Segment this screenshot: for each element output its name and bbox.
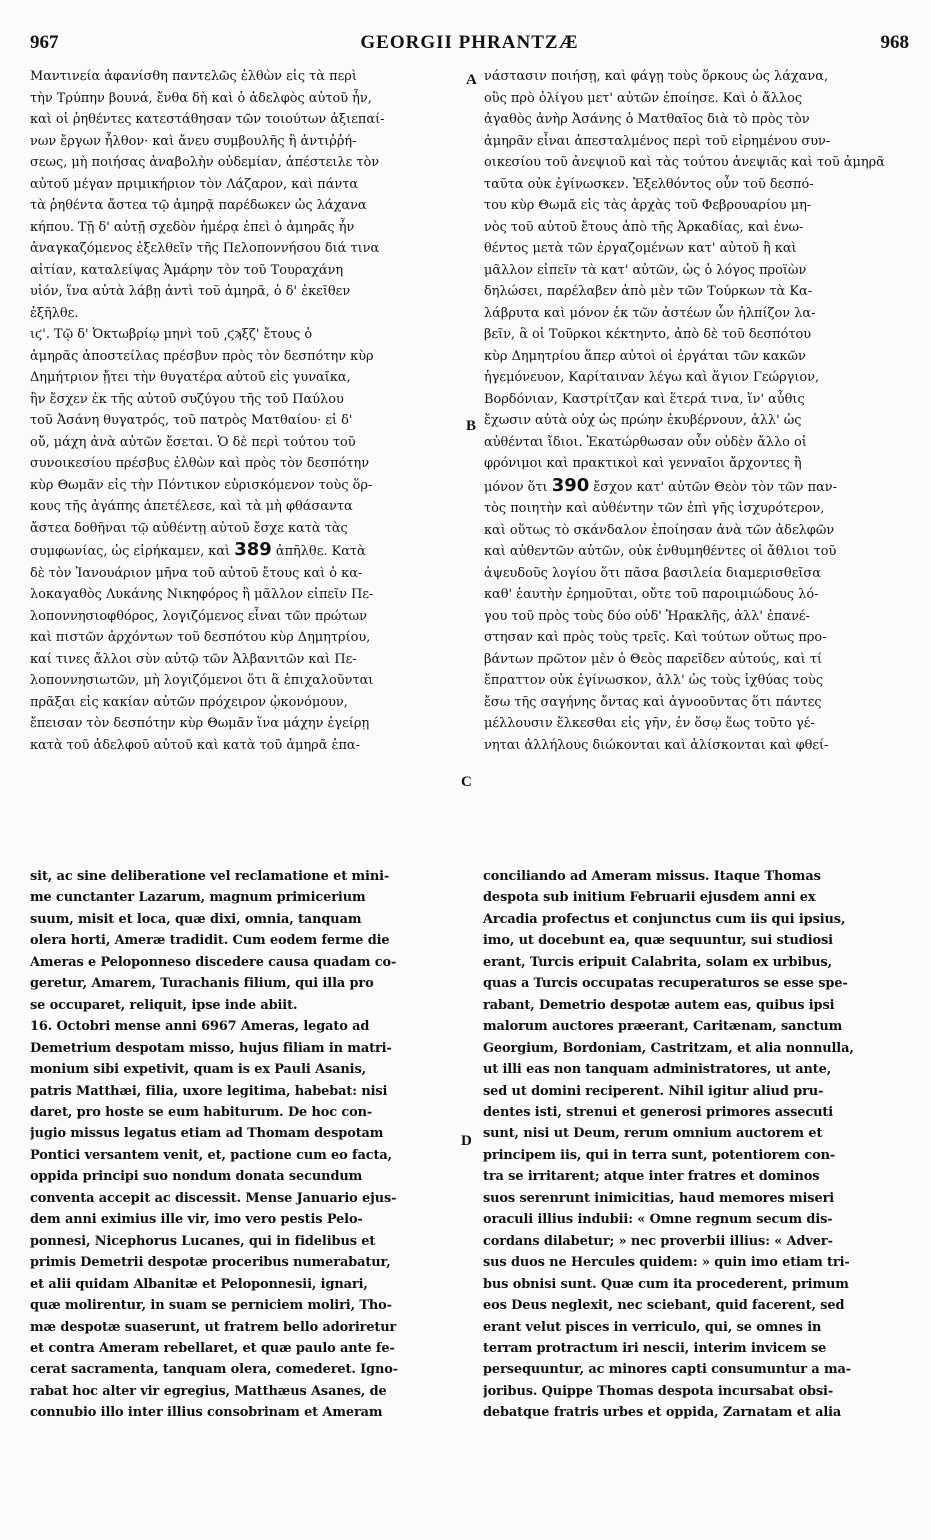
text-line: dem anni eximius ille vir, imo vero pestis Pelo- [30,1212,363,1228]
text-line: ἣν ἔσχεν ἐκ τῆς αὐτοῦ συζύγου τῆς τοῦ Παύλου [30,391,344,407]
text-line: οὔ, μάχη ἀνὰ αὐτῶν ἔσεται. Ὁ δὲ περὶ τούτου τοῦ [30,434,356,450]
text-line: ἔσω τῆς σαγήνης ὄντας καὶ ἀγνοοῦντας ὅτι πάντες [484,694,822,710]
text-line: joribus. Quippe Thomas despota incursabat obsi- [483,1383,834,1399]
text-line: θέντος μετὰ τῶν ἐργαζομένων κατ' αὐτοῦ ἢ καὶ [484,241,797,256]
text-line: νηται ἀλλήλους διώκονται καὶ ἁλίσκονται καὶ φθεί- [484,737,829,753]
text-line: terram protractum iri nescii, interim invicem se [483,1340,827,1356]
text-line: βάντων πρῶτον μὲν ὁ Θεὸς παρεῖδεν αὐτούς, καὶ τί [484,651,823,667]
greek-column-right [484,66,908,756]
page-mark: 390 [551,474,590,496]
text-line: rabat hoc alter vir egregius, Matthæus Asanes, de [30,1383,387,1399]
text-line: suos serenrunt inimicitias, haud memores miseri [483,1190,835,1206]
text-line: ἀμηρᾶς ἀποστείλας πρέσβυν πρὸς τὸν δεσπότην κὺρ [30,348,374,364]
text-line: καὶ αὐθεντῶν αὐτῶν, οὐκ ἐνθυμηθέντες οἱ ἄθλιοι τοῦ [484,544,837,559]
text-line: ταῦτα οὐκ ἐγίνωσκεν. Ἐξελθόντος οὖν τοῦ δεσπό- [484,176,814,192]
text-line: μᾶλλον εἰπεῖν τὰ κατ' αὐτῶν, ὡς ὁ λόγος προϊὼν [484,262,807,278]
text-line: λοποννησιοφθόρος, λογιζόμενος εἶναι τῶν πρώτων [30,608,367,624]
text-line: ἀμηρᾶν εἶναι ἀπεσταλμένος περὶ τοῦ εἰρημένου συν- [484,133,831,149]
text-line: κατὰ τοῦ ἀδελφοῦ αὐτοῦ καὶ κατὰ τοῦ ἀμηρᾶ ἐπα- [30,737,360,753]
text-line: malorum auctores præerant, Caritænam, sanctum [483,1019,843,1035]
text-line: δὲ τὸν Ἰανουάριον μῆνα τοῦ αὐτοῦ ἔτους καὶ ὁ κα- [30,565,363,581]
text-line: κὺρ Θωμᾶν εἰς τὴν Πόντικον εὑρισκόμενον τοὺς ὅρ- [30,477,373,493]
text-line: connubio illo inter illius consobrinam et Ameram [30,1405,383,1421]
text-line: ἔχωσιν αὐτὰ οὐχ ὡς πρώην ἐκυβέρνουν, ἀλλ' ὡς [484,413,802,428]
text-line: Ameras e Peloponneso discedere causa quadam co- [30,954,397,970]
latin-column-right [483,866,908,1424]
text-line: κὺρ Δημητρίου ἅπερ αὐτοὶ οἱ ἐργάται τῶν κακῶν [484,348,806,364]
text-line: primis Demetrii despotæ proceribus numerabatur, [30,1255,391,1271]
text-line: monium sibi expetivit, quam is ex Pauli Asanis, [30,1062,366,1078]
text-line: sunt, nisi ut Deum, rerum omnium auctorem et [483,1126,823,1142]
section-marker-c: C [461,774,472,790]
text-line: principem iis, qui in terra sunt, potentiorem con- [483,1147,836,1163]
text-line: γου τοῦ πρὸς τοὺς δύο οὐδ' Ἡρακλῆς, ἀλλ' ἐπανέ- [484,608,810,624]
text-line: συνοικεσίου πρέσβυς ἐλθὼν καὶ πρὸς τὸν δεσπότην [30,456,370,471]
text-line: Demetrium despotam misso, hujus filiam in matri- [30,1040,392,1056]
text-line: ἄστεα δοθῆναι τῷ αὐθέντῃ αὐτοῦ ἔσχε κατὰ τὰς [30,520,348,536]
text-line: mæ despotæ suaserunt, ut fratrem bello adoriretur [30,1319,397,1335]
text-line: του κὺρ Θωμᾶ εἰς τὰς ἀρχὰς τοῦ Φεβρουαρίου μη- [484,198,812,213]
text-line: ἔπραττον οὐκ ἐγίνωσκον, ἀλλ' ὡς τοὺς ἰχθύας τοὺς [484,673,824,688]
latin-column-left [30,866,462,1424]
text-line: καὶ οὕτως τὸ σκάνδαλον ἐποίησαν ἀνὰ τῶν ἀδελφῶν [484,522,835,538]
text-line: oppida principi suo nondum donata secundum [30,1169,363,1185]
text-line: se occuparet, reliquit, ipse inde abiit. [30,997,298,1013]
text-line: λοποννησιωτῶν, μὴ λογιζόμενοι ὅτι ἃ ἐπιχαλοῦνται [30,673,374,688]
running-head: GEORGII PHRANTZÆ [360,32,579,53]
text-line: sit, ac sine deliberatione vel reclamatione et mini- [30,869,390,884]
text-line: ponnesi, Nicephorus Lucanes, qui in fidelibus et [30,1233,376,1249]
text-line: κήπου. Τῇ δ' αὐτῇ σχεδὸν ἡμέρᾳ ἐπεὶ ὁ ἀμηρᾶς ἦν [30,219,355,235]
text-line: ἀγαθὸς ἀνὴρ Ἀσάνης ὁ Ματθαῖος διὰ τὸ πρὸς τὸν [484,112,810,127]
text-line: κους τῆς ἀγάπης ἀπετέλεσε, καὶ τὰ μὴ φθάσαντα [30,499,353,514]
text-line: conventa accepit ac discessit. Mense Januario ejus- [30,1190,397,1206]
text-line: Δημήτριον ᾔτει τὴν θυγατέρα αὐτοῦ εἰς γυναῖκα, [30,370,351,385]
text-line: eos Deus neglexit, nec sciebant, quid facerent, sed [483,1298,845,1314]
text-line: jugio missus legatus etiam ad Thomam despotam [30,1126,384,1142]
text-line: συμφωνίας, ὡς εἰρήκαμεν, καὶ 389 ἀπῆλθε. Κατὰ [30,539,366,560]
text-line: δηλώσει, παρέλαβεν ἀπὸ μὲν τῶν Τούρκων τὰ Κα- [484,284,813,299]
text-line: daret, pro hoste se eum habiturum. De hoc con- [30,1104,373,1120]
text-line: καὶ οἱ ῥηθέντες κατεστάθησαν τῶν τοιούτων ἀξιεπαί- [30,112,385,127]
text-line: cerat sacramenta, tanquam olera, comederet. Igno- [30,1362,398,1378]
text-line: σεως, μὴ ποιήσας ἀναβολὴν οὐδεμίαν, ἀπέστειλε τὸν [30,155,380,170]
section-marker-a: A [466,72,477,88]
text-line: μόνον ὅτι 390 ἔσχον κατ' αὐτῶν Θεὸν τὸν τῶν παν- [484,474,837,496]
text-line: patris Matthæi, filia, uxore legitima, habebat: nisi [30,1083,388,1099]
text-line: οικεσίου τοῦ ἀνεψιοῦ καὶ τὰς τούτου ἀνεψιᾶς καὶ τοῦ ἀμηρᾶ [484,155,885,170]
text-line: τὸς ποιητὴν καὶ αὐθέντην τῶν ἐπὶ γῆς ἰσχυρότερον, [484,501,825,516]
text-line: erant velut pisces in verriculo, qui, se omnes in [483,1319,822,1335]
text-line: oraculi illius indubii: « Omne regnum secum dis- [483,1212,833,1228]
text-line: βεῖν, ἃ οἱ Τοῦρκοι κέκτηντο, ἀπὸ δὲ τοῦ δεσπότου [484,327,812,342]
text-line: υἱόν, ἵνα αὐτὰ λάβῃ ἀντὶ τοῦ ἀμηρᾶ, ὁ δ' ἐκεῖθεν [30,284,351,299]
text-line: Pontici versantem venit, et, pactione cum eo facta, [30,1147,392,1163]
text-line: sed ut domini reciperent. Nihil igitur aliud pru- [483,1083,824,1099]
text-line: λάβρυτα καὶ μόνον ἐκ τῶν ἀστέων ὧν ἠλπίζον λα- [484,305,816,321]
text-line: bus obnisi sunt. Quæ cum ita procederent, primum [483,1276,849,1292]
text-line: ἀναγκαζόμενος ἐξελθεῖν τῆς Πελοποννήσου διά τινα [30,241,380,256]
text-line: αἰτίαν, καταλείψας Ἀμάρην τὸν τοῦ Τουραχάνη [30,262,344,278]
text-line: erant, Turcis eripuit Calabrita, solam ex urbibus, [483,954,832,970]
text-line: cordans dilabetur; » nec proverbii illius: « Adver- [483,1233,833,1249]
text-line: despota sub initium Februarii ejusdem anni ex [483,890,816,906]
text-line: ἀψευδοῦς λογίου ὅτι πᾶσα βασιλεία διαμερισθεῖσα [484,565,821,581]
text-line: persequuntur, ac minores capti consumuntur a ma- [483,1362,852,1378]
text-line: οὓς πρὸ ὀλίγου μετ' αὐτῶν ἐποίησε. Καὶ ὁ ἄλλος [484,90,803,106]
text-line: sus duos ne Hercules quidem: » quin imo etiam tri- [483,1255,850,1271]
text-line: νων ἔργων ἦλθον· καὶ ἄνευ συμβουλῆς ἢ ἀντιῤῥή- [30,133,357,149]
right-page-number: 968 [880,32,909,53]
text-line: Arcadia profectus et conjunctus cum iis qui ipsius, [483,911,846,927]
text-line: et alii quidam Albanitæ et Peloponnesii, ignari, [30,1276,368,1292]
page-header [30,30,909,60]
text-line: μέλλουσιν ἕλκεσθαι εἰς γῆν, ἐν ὅσῳ ἕως τοῦτο γέ- [484,716,815,731]
text-line: quas a Turcis occupatas recuperaturos se esse spe- [483,976,848,992]
text-line: geretur, Amarem, Turachanis filium, qui illa pro [30,976,374,992]
text-line: καθ' ἑαυτὴν ἐρημοῦται, οὔτε τοῦ παροιμιώδους λό- [484,587,819,602]
text-line: quæ molirentur, in suam se perniciem moliri, Tho- [30,1298,392,1314]
text-line: 16. Octobri mense anni 6967 Ameras, legato ad [30,1019,370,1035]
page-mark: 389 [234,539,272,560]
text-line: me cunctanter Lazarum, magnum primicerium [30,890,366,906]
text-line: conciliando ad Ameram missus. Itaque Thomas [483,869,821,884]
greek-column-left [30,66,462,756]
text-line: olera horti, Ameræ tradidit. Cum eodem ferme die [30,933,390,949]
text-line: suum, misit et loca, quæ dixi, omnia, tanquam [30,911,362,927]
text-line: debatque fratris urbes et oppida, Zarnatam et alia [483,1405,842,1421]
text-line: πρᾶξαι εἰς κακίαν αὐτῶν πρόχειρον ᾠκονόμουν, [30,694,348,710]
text-line: τὰ ῥηθέντα ἄστεα τῷ ἀμηρᾷ παρέδωκεν ὡς λάχανα [30,198,367,213]
text-line: ἐξῆλθε. [30,305,79,321]
text-line: Βορδόνιαν, Καστρίτζαν καὶ ἕτερά τινα, ἵν' αὖθις [484,391,805,407]
text-line: tra se irritarent; atque inter fratres et dominos [483,1169,820,1185]
text-line: στησαν καὶ πρὸς τοὺς τρεῖς. Καὶ τούτων οὕτως προ- [484,630,827,645]
text-line: αὐθένται ἴδιοι. Ἐκατώρθωσαν οὖν οὐδὲν ἄλλο οἱ [484,434,807,450]
text-line: ἔπεισαν τὸν δεσπότην κὺρ Θωμᾶν ἵνα μάχην ἐγείρῃ [30,716,370,731]
text-line: rabant, Demetrio despotæ autem eas, quibus ipsi [483,997,835,1013]
text-line: τοῦ Ἀσάνη θυγατρός, τοῦ πατρὸς Ματθαίου· εἰ δ' [30,413,353,428]
text-line: αὐτοῦ μέγαν πριμικήριον τὸν Λάζαρον, καὶ πάντα [30,176,359,192]
text-line: νὸς τοῦ αὐτοῦ ἔτους ἀπὸ τῆς Ἀρκαδίας, καὶ ἑνω- [484,219,804,235]
text-line: καί τινες ἄλλοι σὺν αὐτῷ τῶν Ἀλβανιτῶν καὶ Πε- [30,651,357,667]
text-line: imo, ut docebunt ea, quæ sequuntur, sui studiosi [483,933,833,949]
section-marker-d: D [461,1133,472,1149]
text-line: τὴν Τρύπην βουνά, ἔνθα δὴ καὶ ὁ ἀδελφὸς αὐτοῦ ἦν, [30,90,372,106]
text-line: Μαντινεία ἀφανίσθη παντελῶς ἐλθὼν εἰς τὰ περὶ [30,69,357,84]
text-line: ut illi eas non tanquam administratores, ut ante, [483,1062,832,1078]
text-line: ἡγεμόνευον, Καρίταιναν λέγω καὶ ἅγιον Γεώργιον, [484,370,820,385]
text-line: ιϛ'. Τῷ δ' Ὀκτωβρίῳ μηνὶ τοῦ ͵ϛϡξζ' ἔτους ὁ [30,327,313,342]
text-line: φρόνιμοι καὶ πρακτικοὶ καὶ γενναῖοι ἄρχοντες ἢ [484,456,802,471]
text-line: et contra Ameram rebellaret, et quæ paulo ante fe- [30,1340,395,1356]
left-page-number: 967 [30,32,59,53]
text-line: καὶ πιστῶν ἀρχόντων τοῦ δεσπότου κὺρ Δημητρίου, [30,630,371,645]
section-marker-b: B [466,418,477,434]
text-line: νάστασιν ποιήσῃ, καὶ φάγῃ τοὺς ὅρκους ὡς λάχανα, [484,69,829,84]
text-line: Georgium, Bordoniam, Castritzam, et alia nonnulla, [483,1040,854,1056]
text-line: dentes isti, strenui et generosi primores assecuti [483,1104,834,1120]
text-line: λοκαγαθὸς Λυκάνης Νικηφόρος ἢ μᾶλλον εἰπεῖν Πε- [30,587,374,602]
